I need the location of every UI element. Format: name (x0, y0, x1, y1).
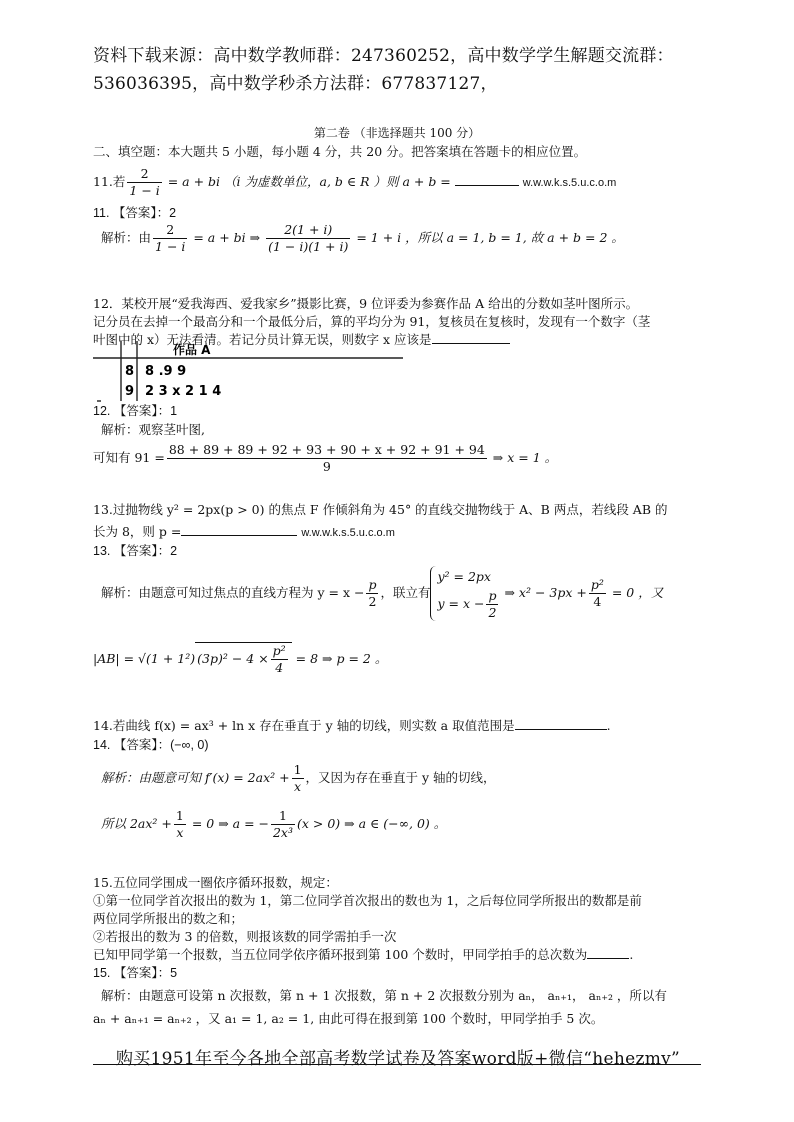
question-15-line-1: 15.五位同学围成一圈依序循环报数，规定： (93, 875, 338, 890)
question-13-line-2: 长为 8，则 p = w.w.w.k.s.5.u.c.o.m (93, 524, 395, 539)
question-15-line-4: ②若报出的数为 3 的倍数，则报该数的同学需拍手一次 (93, 929, 397, 944)
equation-system: y² = 2px y = x − $\frac{p}{2}$ (430, 566, 500, 621)
header-line-2: 536036395，高中数学秒杀方法群：677837127， (93, 74, 498, 94)
answer-13: 13. 【答案】：2 (93, 544, 178, 558)
question-15-line-3: 两位同学所报出的数之和； (93, 911, 244, 926)
solution-12-line-2: 可知有 91 = $\frac{88 + 89 + 89 + 92 + 93 + 90 + x + 92 + 91 + 94}{9}$ ⇒ x = 1 。 (93, 442, 558, 474)
answer-blank (432, 331, 510, 344)
stem-row-2-stem: 9 (125, 384, 135, 399)
solution-15-line-2: aₙ + aₙ₊₁ = aₙ₊₂ ，又 a₁ = 1, a₂ = 1, 由此可得在报到第 100 个数时，甲同学拍手 5 次。 (93, 1011, 604, 1026)
header-line-1: 资料下载来源：高中数学教师群：247360252，高中数学学生解题交流群： (93, 46, 674, 66)
answer-11: 11. 【答案】：2 (93, 206, 177, 220)
answer-14: 14. 【答案】：(−∞, 0) (93, 738, 209, 752)
solution-12-line-1: 解析：观察茎叶图, (101, 422, 205, 437)
question-13-line-1: 13.过抛物线 y² = 2px(p > 0) 的焦点 F 作倾斜角为 45° 的直线交抛物线于 A、B 两点，若线段 AB 的 (93, 502, 668, 517)
question-12-line-3: 叶图中的 x）无法看清。若记分员计算无误，则数字 x 应该是 (93, 331, 510, 349)
section-title: 第二卷 （非选择题共 100 分） (313, 126, 481, 140)
solution-14-line-1: 解析：由题意可知 f′(x) = 2ax² + $\frac{1}{x}$ ，又因为存在垂直于 y 轴的切线， (101, 762, 496, 794)
solution-11: 解析：由 $\frac{2}{1 - i}$ = a + bi ⇒ $\frac{2(1 + i)}{(1 - i)(1 + i)}$ = 1 + i ，所以 a = 1, b = 1, 故 a + b = 2 。 (101, 222, 624, 254)
stem-row-2-leaves: 2 3 x 2 1 4 (145, 384, 222, 399)
stem-leaf-plot (93, 339, 413, 403)
question-15-line-2: ①第一位同学首次报出的数为 1，第二位同学首次报出的数也为 1，之后每位同学所报出的数都是前 (93, 893, 642, 908)
answer-15: 15. 【答案】：5 (93, 966, 178, 980)
solution-13-line-2: |AB| = √(1 + 1²) (3p)² − 4 × $\frac{\text{p²}}{4}$ = 8 ⇒ p = 2 。 (93, 643, 388, 675)
footer-rule (93, 1064, 701, 1065)
solution-14-line-2: 所以 2ax² + $\frac{1}{x}$ = 0 ⇒ a = − $\frac{1}{\text{2x³}}$ (x > 0) ⇒ a ∈ (−∞, 0) 。 (101, 808, 447, 840)
site-watermark: w.w.w.k.s.5.u.c.o.m (301, 527, 395, 539)
question-15-line-5: 已知甲同学第一个报数，当五位同学依序循环报到第 100 个数时，甲同学拍手的总次数为 . (93, 947, 634, 962)
answer-blank (455, 173, 519, 186)
question-12-line-2: 记分员在去掉一个最高分和一个最低分后，算的平均分为 91，复核员在复核时，发现有一个数字（茎 (93, 314, 651, 329)
question-12-line-1: 12．某校开展“爱我海西、爱我家乡”摄影比赛，9 位评委为参赛作品 A 给出的分数如茎叶图所示。 (93, 296, 639, 311)
stem-row-1-leaves: 8 .9 9 (145, 364, 187, 379)
answer-blank (181, 523, 297, 536)
q11-fraction: $\frac{2}{1 - i}$ (129, 166, 160, 198)
solution-15-line-1: 解析：由题意可设第 n 次报数，第 n + 1 次报数，第 n + 2 次报数分别为 aₙ， aₙ₊₁， aₙ₊₂ ，所以有 (101, 988, 667, 1003)
answer-blank (587, 946, 629, 959)
answer-blank (515, 717, 607, 730)
site-watermark: w.w.w.k.s.5.u.c.o.m (522, 177, 617, 189)
answer-12: 12. 【答案】：1 (93, 404, 178, 418)
solution-13-line-1: 解析：由题意可知过焦点的直线方程为 y = x − $\frac{p}{2}$ ，联立有 y² = 2px y = x − $\frac{p}{2}$ ⇒ x² − 3px + $\frac{\text{p²}}{4}$ = 0 ，又 (101, 566, 663, 621)
footer-ad: 购买1951年至今各地全部高考数学试卷及答案word版+微信“hehezmv” (115, 1049, 681, 1069)
stem-title: 作品 A (173, 343, 211, 357)
instructions: 二、填空题：本大题共 5 小题，每小题 4 分，共 20 分。把答案填在答题卡的相应位置。 (93, 144, 587, 159)
stem-row-1-stem: 8 (125, 364, 135, 379)
question-11: 11.若 $\frac{2}{1 - i}$ = a + bi （i 为虚数单位，a, b ∈ R ）则 a + b = w.w.w.k.s.5.u.c.o.m (93, 166, 617, 198)
source-header (93, 42, 733, 98)
question-14: 14.若曲线 f(x) = ax³ + ln x 存在垂直于 y 轴的切线，则实数 a 取值范围是 . (93, 718, 611, 733)
